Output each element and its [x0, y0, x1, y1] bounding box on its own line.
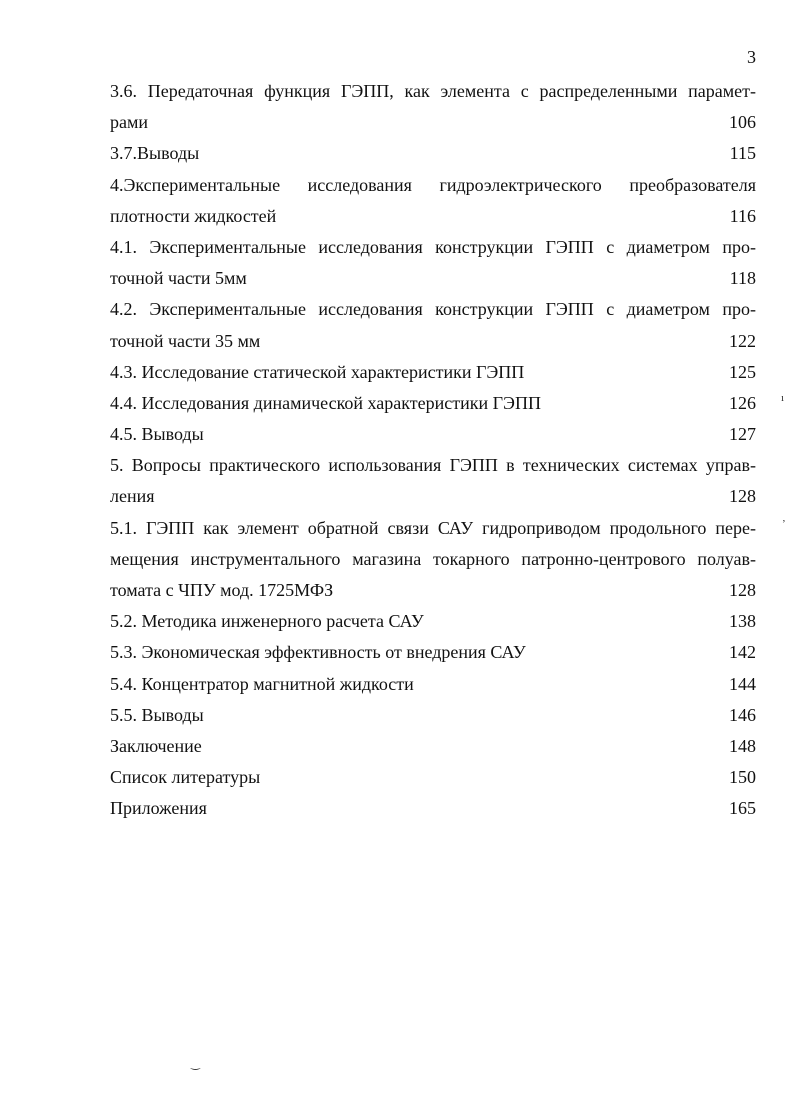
toc-entry-text: 4.4. Исследования динамической характеристики ГЭПП — [110, 392, 541, 413]
toc-entry-text: точной части 35 мм — [110, 330, 261, 351]
toc-page-number: 146 — [729, 704, 756, 725]
scan-mark: ʼ — [782, 518, 786, 530]
toc-entry-text: 4.3. Исследование статической характеристики ГЭПП — [110, 361, 525, 382]
toc-entry-text: Список литературы — [110, 767, 261, 788]
toc-entry — [110, 700, 756, 731]
toc-entry — [110, 357, 756, 388]
toc-entry — [110, 232, 756, 294]
toc-entry — [110, 513, 756, 607]
toc-page-number: 128 — [729, 486, 756, 507]
toc-page-number: 122 — [729, 330, 756, 351]
toc-entry — [110, 606, 756, 637]
toc-entry-text: 5.4. Концентратор магнитной жидкости — [110, 673, 414, 694]
toc-entry-text: 4.2. Экспериментальные исследования конструкции ГЭПП с диаметром про- — [110, 299, 756, 320]
toc-entry-text: 3.7.Выводы — [110, 143, 200, 164]
table-of-contents — [110, 76, 756, 825]
toc-entry-text: 3.6. Передаточная функция ГЭПП, как элемента с распределенными парамет- — [110, 81, 756, 101]
toc-entry — [110, 170, 756, 232]
toc-entry — [110, 762, 756, 793]
toc-entry-text: рами — [110, 112, 149, 133]
toc-entry — [110, 731, 756, 762]
toc-entry — [110, 138, 756, 169]
toc-entry-text: Заключение — [110, 735, 202, 756]
toc-entry-text: 5.2. Методика инженерного расчета САУ — [110, 611, 424, 632]
toc-page-number: 125 — [729, 361, 756, 382]
scan-mark: ‿ — [191, 1058, 200, 1070]
toc-entry-text: 4.Экспериментальные исследования гидроэлектрического преобразователя — [110, 174, 756, 195]
toc-page-number: 138 — [729, 611, 756, 632]
toc-page-number: 118 — [729, 268, 756, 289]
toc-page-number: 116 — [729, 205, 756, 226]
toc-page-number: 142 — [729, 642, 756, 663]
toc-entry — [110, 76, 756, 138]
toc-entry-text: 5.3. Экономическая эффективность от внедрения САУ — [110, 642, 526, 663]
toc-entry-text: точной части 5мм — [110, 268, 247, 289]
toc-page-number: 126 — [729, 392, 756, 413]
toc-entry — [110, 450, 756, 512]
toc-entry — [110, 637, 756, 668]
toc-entry-text: 4.5. Выводы — [110, 424, 204, 445]
toc-entry-text: 5. Вопросы практического использования ГЭПП в технических системах управ- — [110, 455, 756, 476]
toc-entry-text: ления — [110, 486, 155, 507]
toc-page-number: 106 — [729, 112, 756, 133]
toc-entry — [110, 793, 756, 824]
toc-entry-text: плотности жидкостей — [110, 205, 277, 226]
toc-page-number: 148 — [729, 735, 756, 756]
toc-page-number: 127 — [729, 424, 756, 445]
toc-page-number: 165 — [729, 798, 756, 819]
toc-entry-text: 4.1. Экспериментальные исследования конструкции ГЭПП с диаметром про- — [110, 236, 756, 257]
scan-mark: ı — [781, 392, 785, 404]
toc-entry-text: мещения инструментального магазина токарного патронно-центрового полуав- — [110, 548, 756, 569]
toc-entry-text: Приложения — [110, 798, 207, 819]
toc-entry — [110, 388, 756, 419]
toc-page-number: 144 — [729, 673, 756, 694]
toc-entry — [110, 419, 756, 450]
toc-page-number: 150 — [729, 767, 756, 788]
page-number: 3 — [747, 47, 756, 67]
toc-page-number: 115 — [729, 143, 756, 164]
toc-entry — [110, 294, 756, 356]
toc-entry — [110, 669, 756, 700]
toc-page-number: 128 — [729, 580, 756, 600]
toc-entry-text: 5.5. Выводы — [110, 704, 204, 725]
toc-entry-text: 5.1. ГЭПП как элемент обратной связи САУ гидроприводом продольного пере- — [110, 517, 756, 538]
toc-entry-text: томата с ЧПУ мод. 1725МФЗ — [110, 580, 334, 600]
